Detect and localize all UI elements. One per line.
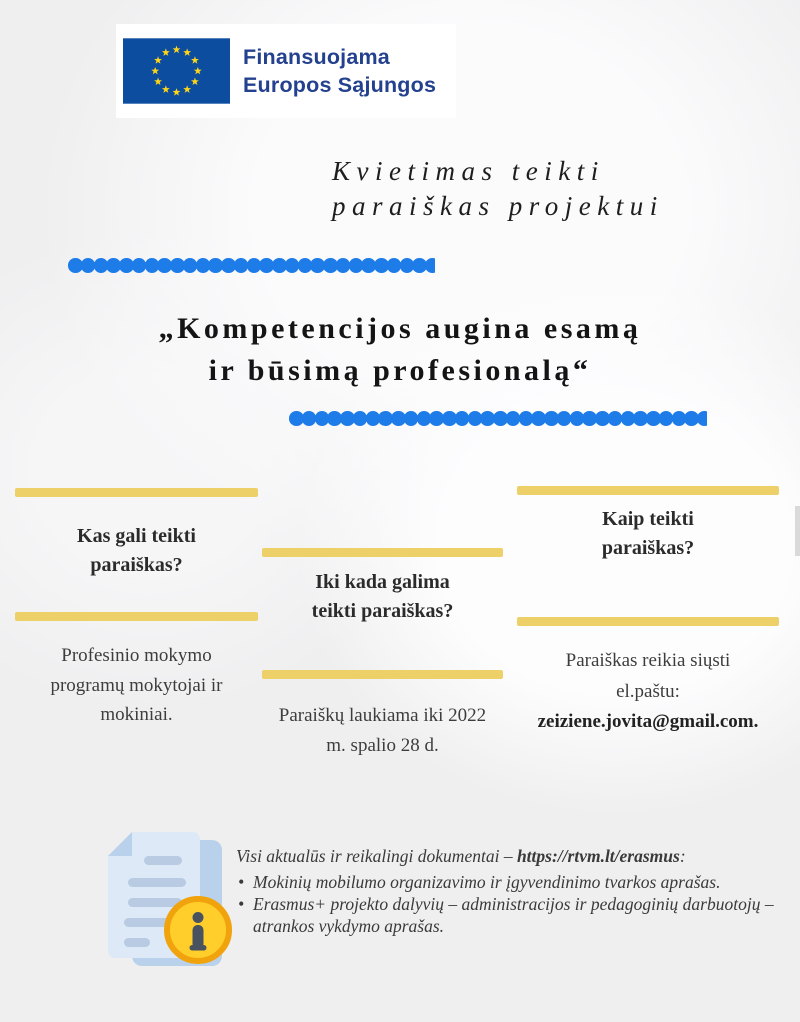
eu-funding-label — [243, 43, 436, 99]
dot — [697, 411, 707, 426]
contact-email: zeiziene.jovita@gmail.com. — [537, 711, 759, 732]
yellow-bar — [262, 548, 503, 557]
intro-suffix: : — [679, 846, 686, 866]
column-body — [517, 646, 779, 738]
heading-line: Kas gali teikti — [77, 525, 196, 547]
yellow-bar — [517, 617, 779, 626]
documents-note — [236, 845, 781, 937]
project-name-heading — [0, 308, 800, 392]
project-name-line2: ir būsimą profesionalą“ — [208, 354, 592, 387]
heading-line: Iki kada galima — [315, 571, 450, 593]
column-deadline — [262, 548, 503, 778]
documents-url: https://rtvm.lt/erasmus — [516, 846, 680, 866]
call-title-line2: paraiškas projektui — [332, 191, 664, 221]
yellow-bar — [15, 488, 258, 497]
column-body — [262, 701, 503, 760]
call-title-line1: Kvietimas teikti — [332, 156, 605, 186]
right-edge-mark — [795, 506, 800, 556]
bullet-text: atrankos vykdymo aprašas. — [253, 916, 445, 936]
heading-line: paraiškas? — [90, 554, 183, 576]
body-line: mokiniai. — [100, 704, 173, 725]
dotted-divider-top — [68, 258, 435, 273]
column-heading — [517, 505, 779, 563]
call-title — [332, 154, 664, 224]
heading-line: paraiškas? — [601, 537, 695, 559]
project-name-line1: „Kompetencijos augina esamą — [158, 312, 642, 345]
documents-note-intro — [236, 845, 781, 867]
yellow-bar — [517, 486, 779, 495]
body-line: Paraiškų laukiama iki 2022 — [278, 705, 487, 726]
yellow-bar — [262, 670, 503, 679]
list-item — [236, 893, 781, 937]
body-line: Paraiškas reikia siųsti — [565, 650, 731, 671]
intro-prefix: Visi aktualūs ir reikalingi dokumentai – — [236, 846, 517, 866]
heading-line: teikti paraiškas? — [311, 600, 454, 622]
column-body — [15, 641, 258, 730]
body-line: programų mokytojai ir — [50, 674, 223, 696]
column-heading — [15, 522, 258, 580]
body-line: el.paštu: — [616, 680, 680, 702]
dot — [425, 258, 435, 273]
column-who-can-apply — [15, 488, 258, 738]
eu-funding-logo — [116, 24, 456, 118]
yellow-bar — [15, 612, 258, 621]
dotted-divider-bottom — [289, 411, 707, 426]
documents-list — [236, 871, 781, 937]
logo-text-line2: Europos Sąjungos — [243, 73, 437, 97]
body-line: Profesinio mokymo — [61, 645, 212, 666]
body-line: m. spalio 28 d. — [326, 734, 439, 756]
eu-flag-icon — [123, 38, 230, 104]
bullet-text: Mokinių mobilumo organizavimo ir įgyvendinimo tvarkos aprašas. — [253, 872, 721, 892]
heading-line: Kaip teikti — [602, 508, 694, 530]
documents-info-icon — [98, 826, 234, 977]
logo-text-line1: Finansuojama — [243, 45, 390, 69]
column-how-to-apply — [517, 486, 779, 746]
bullet-text: Erasmus+ projekto dalyvių – administracijos ir pedagoginių darbuotojų – — [253, 894, 774, 914]
column-heading — [262, 568, 503, 626]
list-item — [236, 871, 781, 893]
